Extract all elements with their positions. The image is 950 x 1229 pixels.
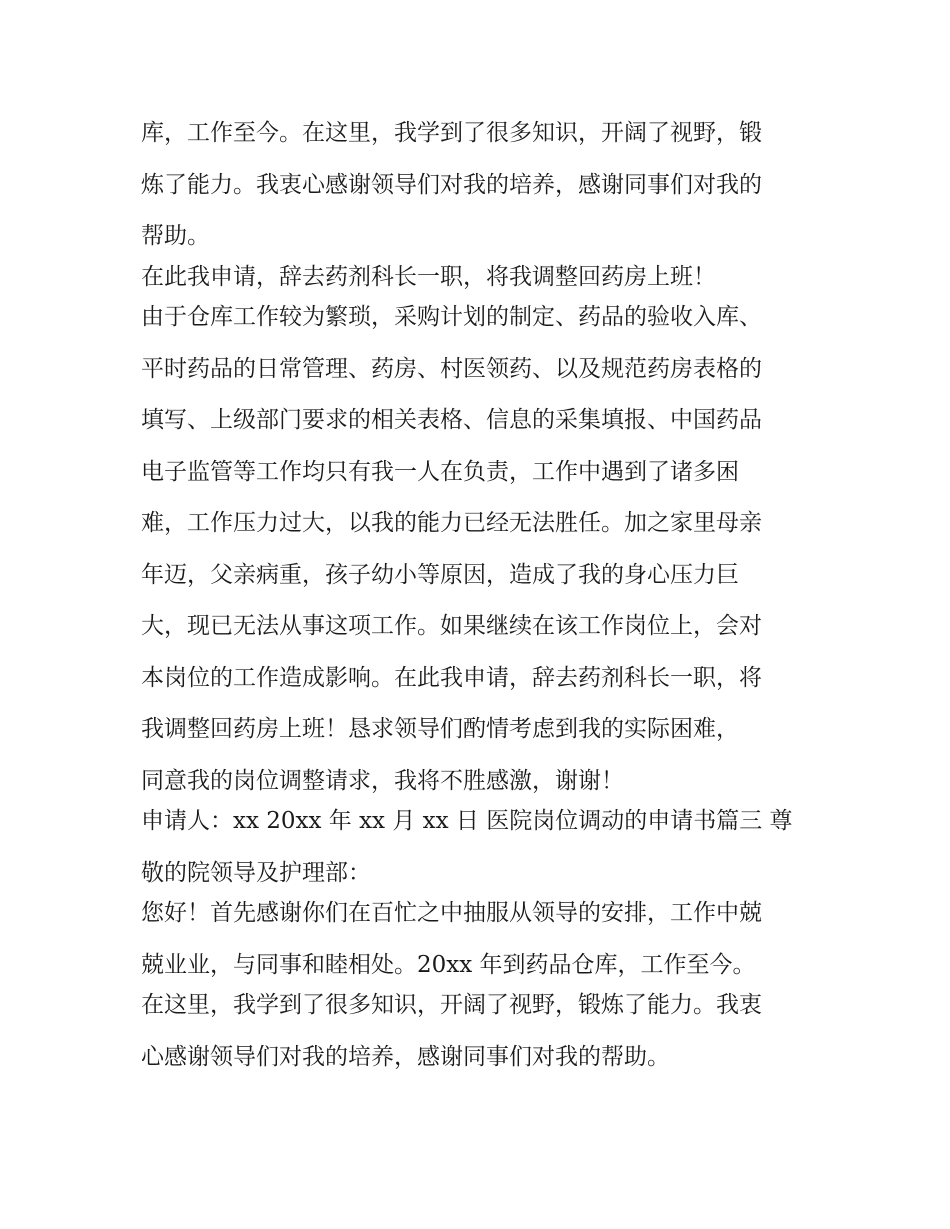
text-line: 在这里，我学到了很多知识，开阔了视野，锻炼了能力。我衷 [141,992,762,1018]
text-line: 同意我的岗位调整请求，我将不胜感激，谢谢！ [141,767,624,794]
text-line: 在此我申请，辞去药剂科长一职，将我调整回药房上班！ [141,263,716,290]
text-line: 心感谢领导们对我的培养，感谢同事们对我的帮助。 [141,1043,670,1070]
text-line: 年迈，父亲病重，孩子幼小等原因，造成了我的身心压力巨 [141,561,739,588]
text-line: 电子监管等工作均只有我一人在负责，工作中遇到了诸多困 [141,458,739,485]
text-line: 本岗位的工作造成影响。在此我申请，辞去药剂科长一职，将 [141,664,762,691]
text-line: 难，工作压力过大，以我的能力已经无法胜任。加之家里母亲 [141,510,762,536]
text-line: 申请人：xx 20xx 年 xx 月 xx 日 医院岗位调动的申请书篇三 尊 [141,808,793,834]
text-line: 敬的院领导及护理部： [141,859,371,886]
text-line: 库，工作至今。在这里，我学到了很多知识，开阔了视野，锻 [141,120,762,146]
text-line: 我调整回药房上班！恳求领导们酌情考虑到我的实际困难， [141,716,739,742]
text-line: 炼了能力。我衷心感谢领导们对我的培养，感谢同事们对我的 [141,171,762,198]
text-line: 平时药品的日常管理、药房、村医领药、以及规范药房表格的 [141,355,762,382]
text-line: 兢业业，与同事和睦相处。20xx 年到药品仓库，工作至今。 [141,951,756,978]
text-line: 大，现已无法从事这项工作。如果继续在该工作岗位上，会对 [141,613,762,639]
document-body [141,108,821,1083]
text-line: 帮助。 [141,223,210,249]
text-line: 填写、上级部门要求的相关表格、信息的采集填报、中国药品 [141,407,762,433]
text-line: 由于仓库工作较为繁琐，采购计划的制定、药品的验收入库、 [141,304,762,330]
text-line: 您好！首先感谢你们在百忙之中抽服从领导的安排，工作中兢 [141,900,762,926]
